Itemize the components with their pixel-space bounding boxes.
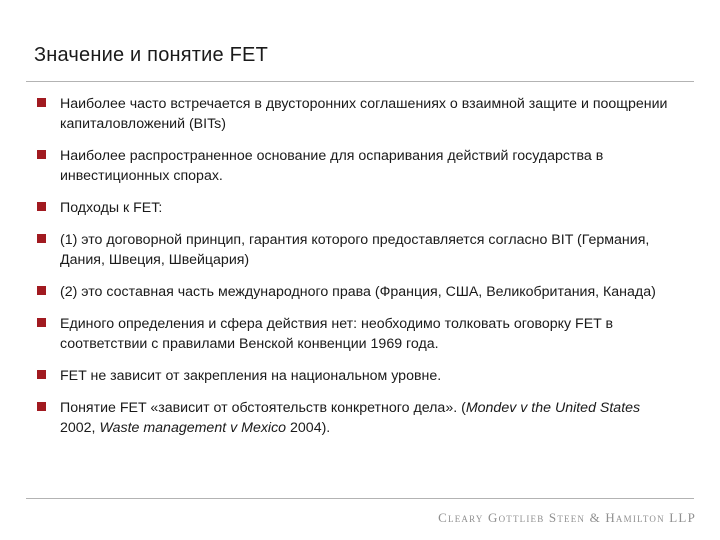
page-title: Значение и понятие FET <box>34 44 268 66</box>
square-bullet-icon <box>37 318 46 327</box>
bullet-item <box>36 146 676 186</box>
bullet-item <box>36 198 676 218</box>
case-citation: Mondev v the United States <box>465 400 641 416</box>
bullet-text: (2) это составная часть международного права (Франция, США, Великобритания, Канада) <box>60 284 656 300</box>
square-bullet-icon <box>37 370 46 379</box>
bullet-item <box>36 230 676 270</box>
bullet-text: Наиболее распространенное основание для оспаривания действий государства в инвестиционных спорах. <box>60 148 604 184</box>
bullet-text: Единого определения и сфера действия нет: необходимо толковать оговорку FET в соответствии с правилами Венской конвенции 1969 года. <box>60 316 614 352</box>
bullet-item <box>36 94 676 134</box>
square-bullet-icon <box>37 202 46 211</box>
bullet-text-intro: Понятие FET «зависит от обстоятельств конкретного дела». ( <box>60 400 466 416</box>
case-year: 2004). <box>286 420 331 436</box>
bullet-list <box>36 94 676 450</box>
bullet-text <box>60 400 640 436</box>
firm-logo: Cleary Gottlieb Steen & Hamilton LLP <box>438 510 696 525</box>
bullet-text: Наиболее часто встречается в двусторонних соглашениях о взаимной защите и поощрении капиталовложений (BITs) <box>60 96 668 132</box>
case-citation: Waste management v Mexico <box>99 420 287 436</box>
square-bullet-icon <box>37 150 46 159</box>
square-bullet-icon <box>37 286 46 295</box>
bullet-text: FET не зависит от закрепления на национальном уровне. <box>60 368 442 384</box>
footer-divider <box>26 498 694 499</box>
bullet-item <box>36 398 676 438</box>
case-year: 2002, <box>60 420 100 436</box>
title-divider <box>26 81 694 82</box>
square-bullet-icon <box>37 98 46 107</box>
square-bullet-icon <box>37 234 46 243</box>
bullet-item <box>36 314 676 354</box>
bullet-text: Подходы к FET: <box>60 200 163 216</box>
bullet-item <box>36 366 676 386</box>
square-bullet-icon <box>37 402 46 411</box>
bullet-item <box>36 282 676 302</box>
bullet-text: (1) это договорной принцип, гарантия которого предоставляется согласно BIT (Германия, Дания, Швеция, Швейцария) <box>60 232 650 268</box>
